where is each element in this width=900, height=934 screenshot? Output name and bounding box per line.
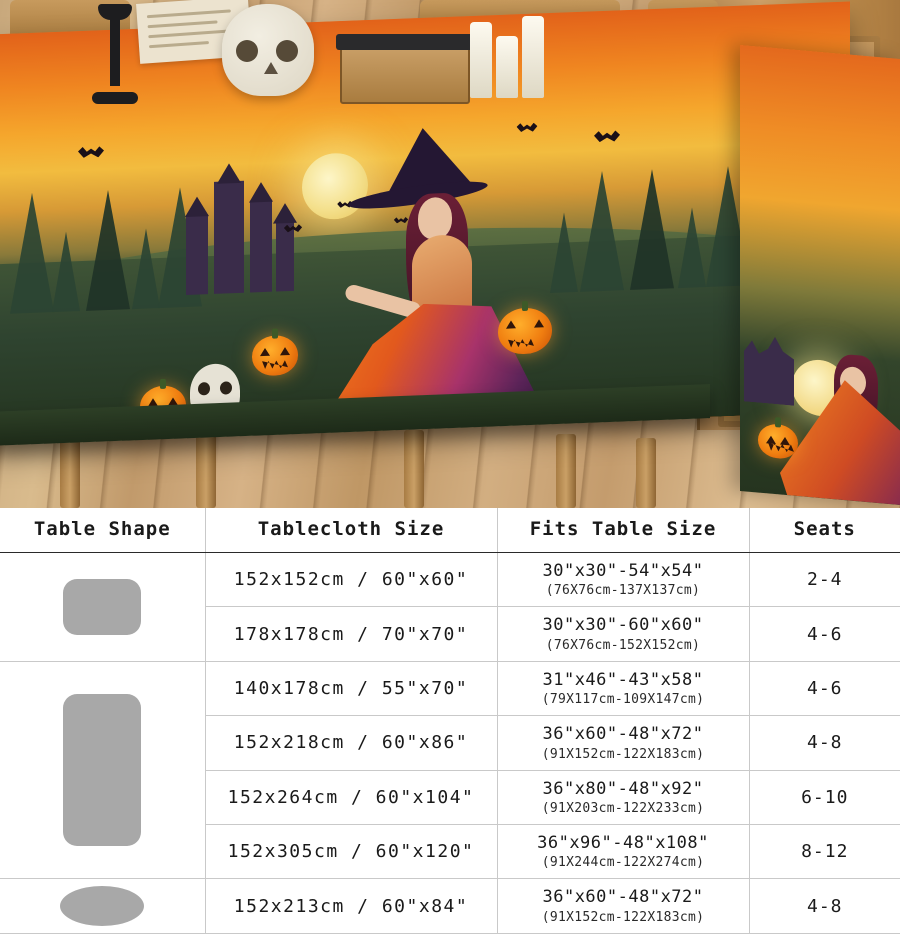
shape-cell-oval xyxy=(0,879,205,933)
cell-fits xyxy=(497,607,749,661)
table-row xyxy=(0,553,900,607)
header-table-shape: Table Shape xyxy=(0,508,205,553)
cell-size: 178x178cm / 70"x70" xyxy=(205,607,497,661)
cell-size: 152x264cm / 60"x104" xyxy=(205,770,497,824)
table-row xyxy=(0,879,900,933)
table-leg xyxy=(196,434,216,508)
white-candles-prop xyxy=(470,16,546,98)
table-leg xyxy=(636,438,656,508)
cell-seats: 4-8 xyxy=(749,716,900,770)
witch-face xyxy=(418,197,452,240)
printed-tree xyxy=(10,192,54,314)
skull-prop xyxy=(222,4,314,96)
castle-tower xyxy=(250,200,272,293)
printed-castle xyxy=(186,173,296,295)
printed-witch xyxy=(320,123,550,432)
fits-cm: (91X152cm-122X183cm) xyxy=(541,746,705,762)
castle-tower xyxy=(276,221,294,292)
fits-cm: (91X244cm-122X274cm) xyxy=(541,855,705,871)
cell-seats: 4-8 xyxy=(749,879,900,933)
cell-seats: 4-6 xyxy=(749,661,900,715)
printed-tree xyxy=(52,231,80,312)
printed-tree xyxy=(550,212,578,293)
printed-tree xyxy=(580,170,624,292)
cell-seats: 6-10 xyxy=(749,770,900,824)
rectangle-shape-icon xyxy=(63,694,141,846)
fits-inches: 36"x80"-48"x92" xyxy=(542,778,704,799)
wooden-box-prop xyxy=(340,44,470,104)
fits-inches: 36"x96"-48"x108" xyxy=(537,832,709,853)
printed-tree xyxy=(678,207,706,288)
cell-fits xyxy=(497,716,749,770)
fits-inches: 31"x46"-43"x58" xyxy=(542,669,704,690)
fits-inches: 30"x30"-60"x60" xyxy=(542,615,704,636)
table-leg xyxy=(404,430,424,508)
fits-cm: (79X117cm-109X147cm) xyxy=(541,692,705,708)
printed-tree xyxy=(132,228,160,309)
fits-inches: 36"x60"-48"x72" xyxy=(542,724,704,745)
printed-tree xyxy=(86,189,130,311)
table-header-row xyxy=(0,508,900,553)
fits-inches: 36"x60"-48"x72" xyxy=(542,887,704,908)
table-leg xyxy=(556,434,576,508)
cell-seats: 8-12 xyxy=(749,824,900,878)
cell-size: 152x218cm / 60"x86" xyxy=(205,716,497,770)
table-row xyxy=(0,661,900,715)
shape-cell-square xyxy=(0,553,205,662)
cell-fits xyxy=(497,553,749,607)
fits-cm: (76X76cm-152X152cm) xyxy=(545,637,701,653)
size-chart xyxy=(0,508,900,925)
oval-shape-icon xyxy=(60,886,144,926)
header-seats: Seats xyxy=(749,508,900,553)
printed-pumpkin xyxy=(758,423,798,460)
cell-fits xyxy=(497,824,749,878)
candlestick-prop xyxy=(88,0,142,104)
cell-seats: 4-6 xyxy=(749,607,900,661)
fits-inches: 30"x30"-54"x54" xyxy=(542,561,704,581)
size-chart-table xyxy=(0,508,900,934)
fits-cm: (76X76cm-137X137cm) xyxy=(545,583,701,599)
header-fits-table-size: Fits Table Size xyxy=(497,508,749,553)
castle-tower xyxy=(186,214,208,295)
cell-size: 152x152cm / 60"x60" xyxy=(205,553,497,607)
printed-castle-secondary xyxy=(744,331,794,405)
cell-fits xyxy=(497,770,749,824)
cell-size: 140x178cm / 55"x70" xyxy=(205,661,497,715)
shape-cell-rectangle xyxy=(0,661,205,879)
cell-size: 152x213cm / 60"x84" xyxy=(205,879,497,933)
tablecloth-side-drape xyxy=(740,45,900,505)
cell-size: 152x305cm / 60"x120" xyxy=(205,824,497,878)
fits-cm: (91X152cm-122X183cm) xyxy=(541,909,705,925)
square-shape-icon xyxy=(63,579,141,635)
cell-fits xyxy=(497,879,749,933)
header-tablecloth-size: Tablecloth Size xyxy=(205,508,497,553)
cell-seats: 2-4 xyxy=(749,553,900,607)
cell-fits xyxy=(497,661,749,715)
castle-tower xyxy=(214,181,244,294)
printed-tree xyxy=(630,168,674,290)
fits-cm: (91X203cm-122X233cm) xyxy=(541,800,705,816)
